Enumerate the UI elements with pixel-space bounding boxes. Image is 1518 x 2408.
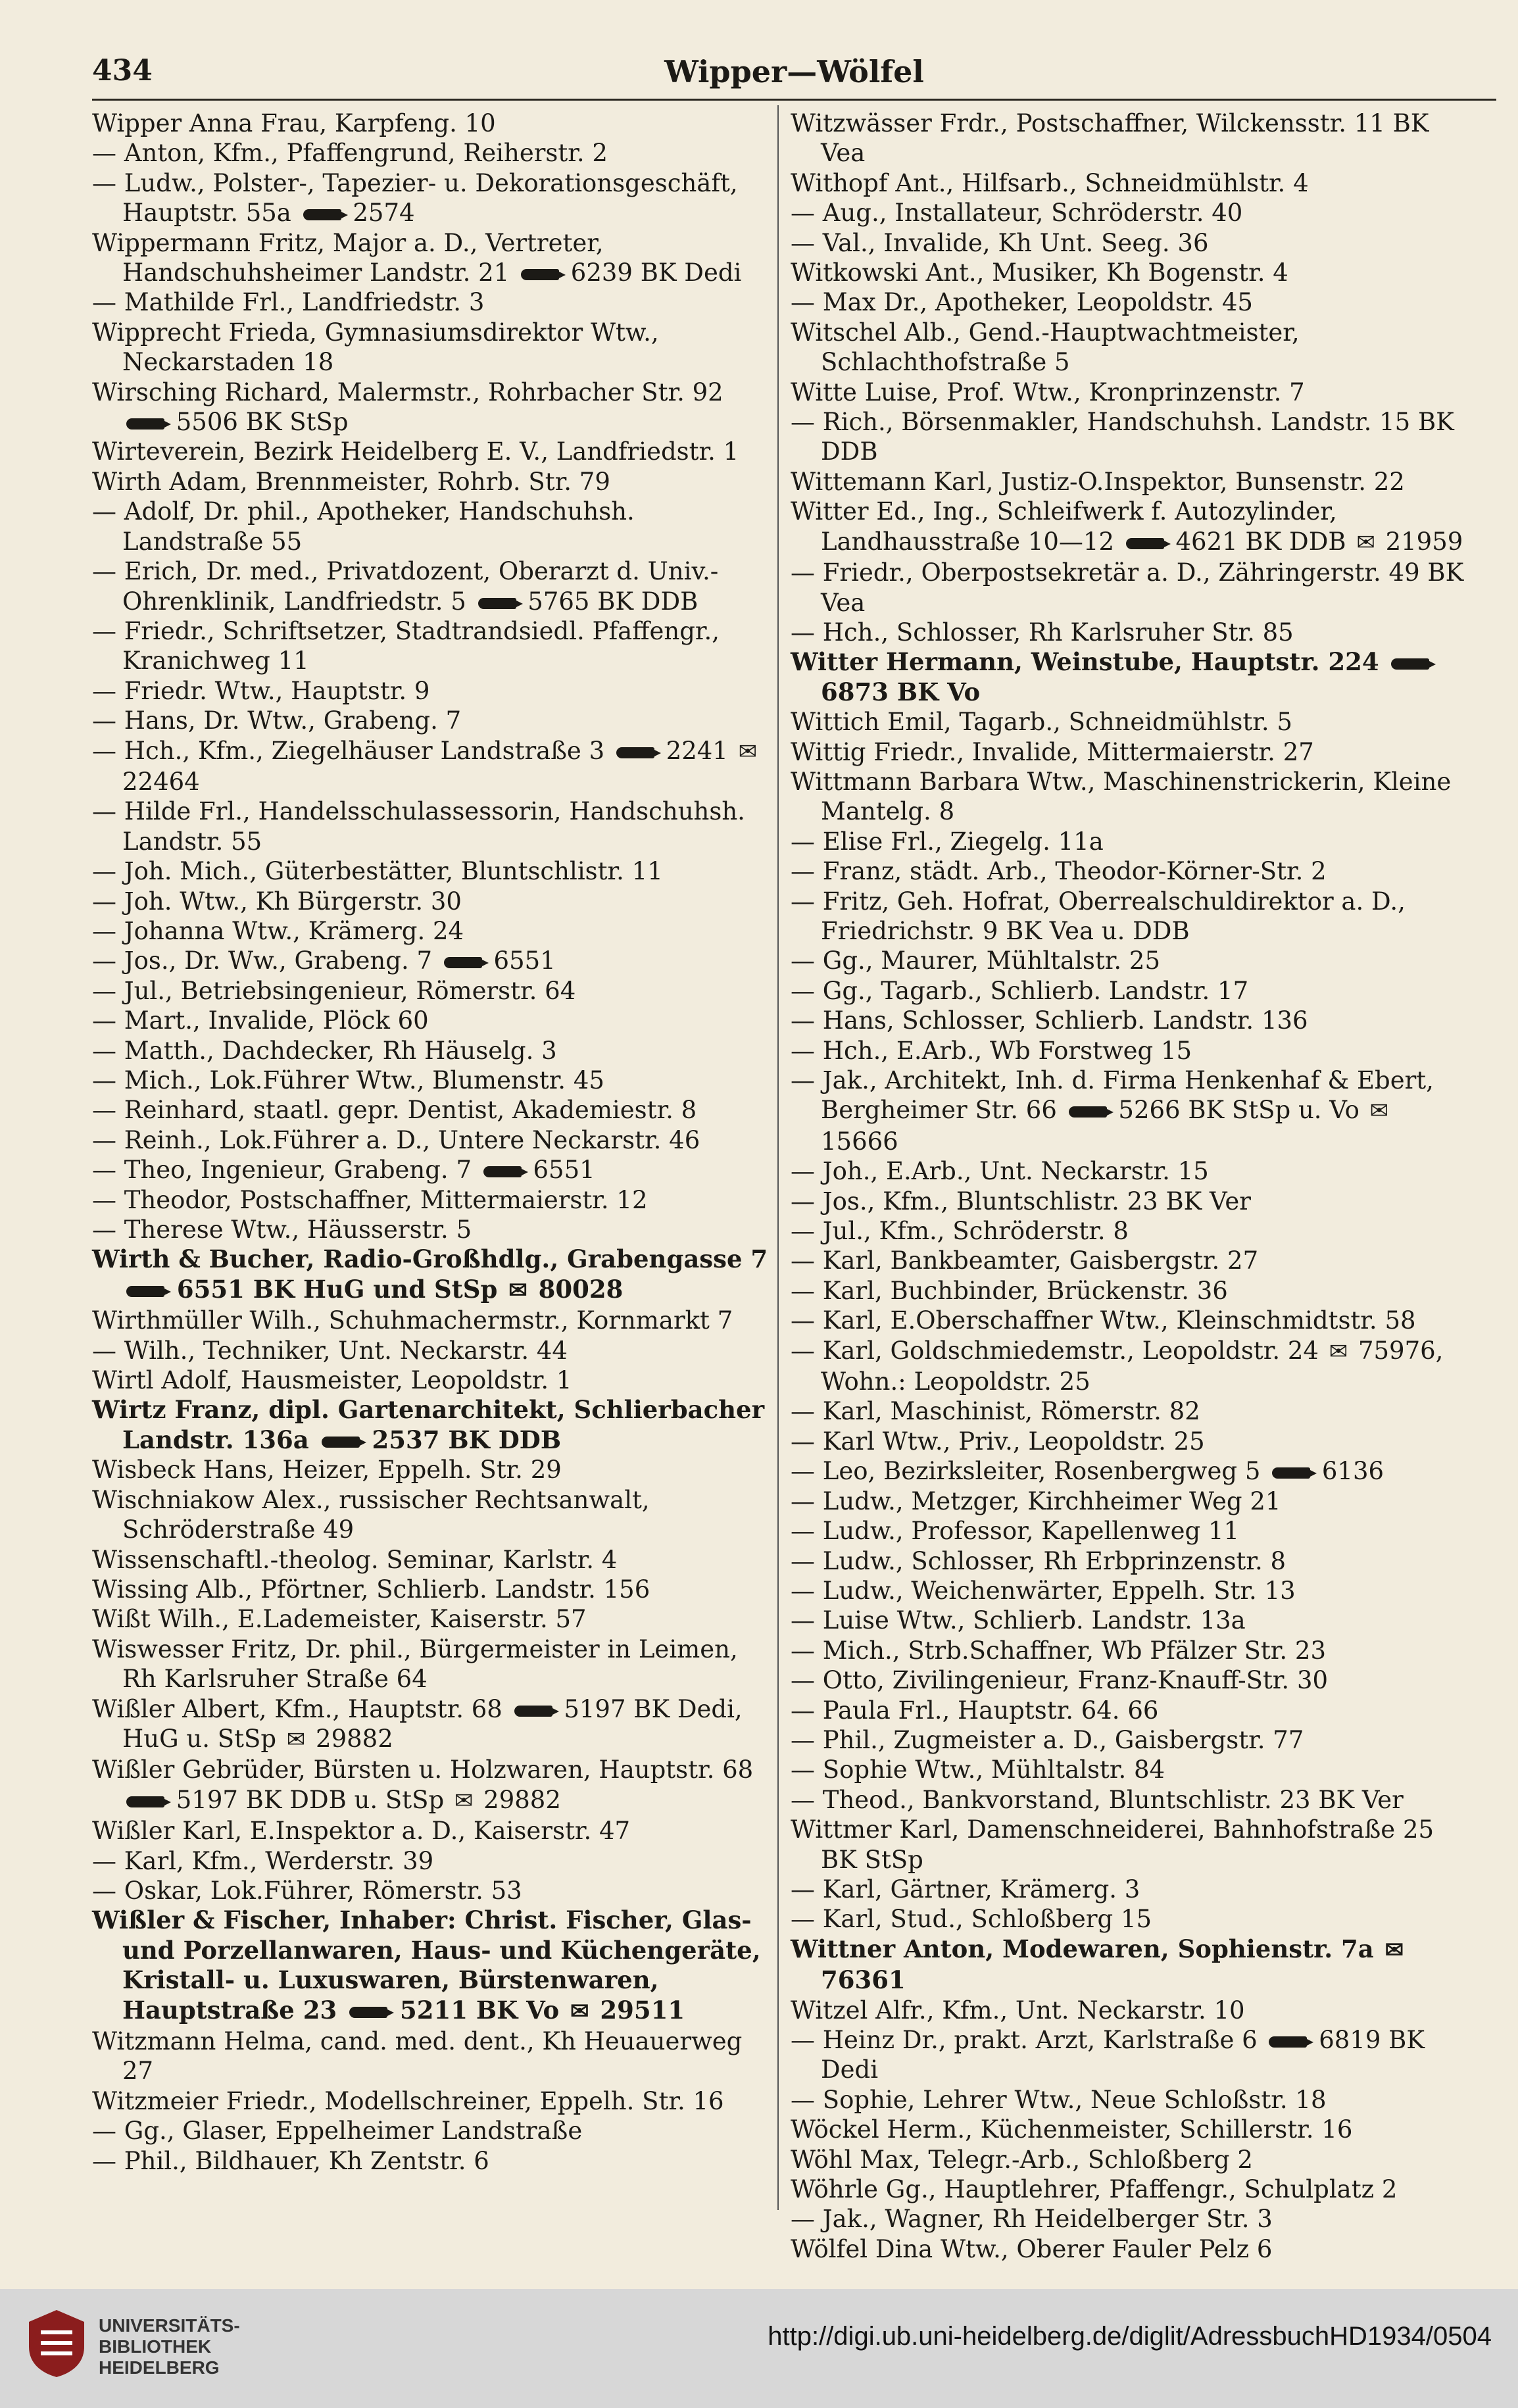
- directory-entry: Wöhl Max, Telegr.-Arb., Schloßberg 2: [791, 2145, 1253, 2174]
- directory-entry: Wittemann Karl, Justiz-O.Inspektor, Bunsenstr. 22: [791, 467, 1405, 496]
- telephone-icon: [1269, 2036, 1307, 2048]
- telephone-icon: [478, 598, 516, 609]
- directory-entry: — Matth., Dachdecker, Rh Häuselg. 3: [92, 1036, 557, 1065]
- directory-entry: Wirsching Richard, Malermstr., Rohrbacher Str. 92 5506 BK StSp: [92, 378, 723, 437]
- header-rule: [92, 99, 1496, 101]
- telephone-icon: [1272, 1467, 1310, 1479]
- source-url-link[interactable]: http://digi.ub.uni-heidelberg.de/diglit/AdressbuchHD1934/0504: [768, 2322, 1492, 2351]
- directory-entry: — Ludw., Professor, Kapellenweg 11: [791, 1517, 1240, 1546]
- telephone-icon: [126, 1796, 164, 1807]
- directory-entry: — Franz, städt. Arb., Theodor-Körner-Str. 2: [791, 857, 1327, 886]
- directory-entry: — Adolf, Dr. phil., Apotheker, Handschuhsh. Landstraße 55: [92, 497, 635, 556]
- directory-entry: — Mich., Lok.Führer Wtw., Blumenstr. 45: [92, 1066, 604, 1094]
- directory-entry: — Friedr. Wtw., Hauptstr. 9: [92, 676, 430, 705]
- directory-entry: — Erich, Dr. med., Privatdozent, Oberarzt d. Univ.-Ohrenklinik, Landfriedstr. 5 5765 BK DDB: [92, 557, 719, 616]
- directory-entry: — Karl, Maschinist, Römerstr. 82: [791, 1397, 1200, 1426]
- directory-entry: Witkowski Ant., Musiker, Kh Bogenstr. 4: [791, 258, 1288, 287]
- footer-bar: [0, 2289, 1518, 2408]
- directory-entry: — Otto, Zivilingenieur, Franz-Knauff-Str. 30: [791, 1666, 1329, 1695]
- directory-entry: — Karl, Bankbeamter, Gaisbergstr. 27: [791, 1246, 1259, 1275]
- directory-entry: Wirtz Franz, dipl. Gartenarchitekt, Schlierbacher Landstr. 136a 2537 BK DDB: [92, 1395, 765, 1454]
- telephone-icon: [1391, 658, 1429, 670]
- directory-entry: — Ludw., Weichenwärter, Eppelh. Str. 13: [791, 1576, 1296, 1605]
- postal-check-icon: ✉: [1329, 1338, 1348, 1365]
- directory-entry: Witzmeier Friedr., Modellschreiner, Eppelh. Str. 16: [92, 2086, 724, 2115]
- directory-entry: — Gg., Tagarb., Schlierb. Landstr. 17: [791, 976, 1249, 1005]
- directory-entry: Wisbeck Hans, Heizer, Eppelh. Str. 29: [92, 1456, 562, 1485]
- directory-entry: Wippermann Fritz, Major a. D., Vertreter, Handschuhsheimer Landstr. 21 6239 BK Dedi: [92, 228, 742, 287]
- postal-check-icon: ✉: [508, 1277, 527, 1304]
- directory-entry: Wißt Wilh., E.Lademeister, Kaiserstr. 57: [92, 1605, 587, 1634]
- directory-entry: Witter Hermann, Weinstube, Hauptstr. 224 6873 BK Vo: [791, 647, 1471, 707]
- directory-entry: Wöhrle Gg., Hauptlehrer, Pfaffengr., Schulplatz 2: [791, 2175, 1398, 2204]
- directory-entry: — Karl, Kfm., Werderstr. 39: [92, 1846, 434, 1875]
- telephone-icon: [616, 747, 654, 758]
- directory-entry: Witzel Alfr., Kfm., Unt. Neckarstr. 10: [791, 1996, 1245, 2025]
- directory-entry: — Val., Invalide, Kh Unt. Seeg. 36: [791, 228, 1209, 257]
- telephone-icon: [444, 957, 482, 968]
- postal-check-icon: ✉: [1369, 1098, 1389, 1125]
- directory-entry: — Phil., Bildhauer, Kh Zentstr. 6: [92, 2146, 489, 2175]
- directory-entry: — Max Dr., Apotheker, Leopoldstr. 45: [791, 288, 1253, 317]
- directory-entry: — Mart., Invalide, Plöck 60: [92, 1006, 429, 1035]
- directory-entry: — Leo, Bezirksleiter, Rosenbergweg 5 6136: [791, 1457, 1384, 1486]
- directory-entry: — Theodor, Postschaffner, Mittermaierstr. 12: [92, 1185, 648, 1214]
- directory-entry: Wipprecht Frieda, Gymnasiumsdirektor Wtw., Neckarstaden 18: [92, 318, 659, 377]
- running-title: Wipper—Wölfel: [664, 54, 924, 89]
- directory-entry: — Hch., Kfm., Ziegelhäuser Landstraße 3 2241 ✉ 22464: [92, 736, 758, 796]
- postal-check-icon: ✉: [570, 1998, 589, 2025]
- directory-entry: — Karl, E.Oberschaffner Wtw., Kleinschmidtstr. 58: [791, 1306, 1416, 1335]
- directory-entry: — Reinh., Lok.Führer a. D., Untere Neckarstr. 46: [92, 1125, 700, 1154]
- library-name-line: HEIDELBERG: [99, 2357, 220, 2378]
- directory-entry: — Luise Wtw., Schlierb. Landstr. 13a: [791, 1606, 1246, 1635]
- directory-entry: — Friedr., Oberpostsekretär a. D., Zähringerstr. 49 BK Vea: [791, 558, 1464, 617]
- directory-entry: Witzwässer Frdr., Postschaffner, Wilckensstr. 11 BK Vea: [791, 109, 1429, 168]
- directory-entry: — Karl, Goldschmiedemstr., Leopoldstr. 24 ✉ 75976, Wohn.: Leopoldstr. 25: [791, 1336, 1444, 1396]
- postal-check-icon: ✉: [286, 1726, 306, 1753]
- directory-entry: — Ludw., Polster-, Tapezier- u. Dekorationsgeschäft, Hauptstr. 55a 2574: [92, 168, 738, 228]
- library-name-line: BIBLIOTHEK: [99, 2336, 212, 2357]
- directory-entry: Wischniakow Alex., russischer Rechtsanwalt, Schröderstraße 49: [92, 1485, 650, 1544]
- directory-entry: — Therese Wtw., Häusserstr. 5: [92, 1216, 472, 1244]
- library-name: [99, 2315, 240, 2378]
- directory-entry: — Jak., Wagner, Rh Heidelberger Str. 3: [791, 2205, 1273, 2234]
- directory-entry: — Ludw., Schlosser, Rh Erbprinzenstr. 8: [791, 1546, 1286, 1575]
- directory-entry: Wittner Anton, Modewaren, Sophienstr. 7a ✉ 76361: [791, 1934, 1404, 1995]
- postal-check-icon: ✉: [454, 1787, 474, 1814]
- directory-entry: Wöckel Herm., Küchenmeister, Schillerstr. 16: [791, 2115, 1353, 2144]
- library-name-line: UNIVERSITÄTS-: [99, 2315, 240, 2336]
- directory-entry: — Heinz Dr., prakt. Arzt, Karlstraße 6 6819 BK Dedi: [791, 2026, 1425, 2084]
- postal-check-icon: ✉: [738, 738, 758, 765]
- directory-entry: — Joh. Wtw., Kh Bürgerstr. 30: [92, 887, 462, 916]
- directory-entry: Wirteverein, Bezirk Heidelberg E. V., Landfriedstr. 1: [92, 437, 739, 466]
- directory-entry: — Hans, Dr. Wtw., Grabeng. 7: [92, 706, 462, 735]
- directory-entry: — Jos., Kfm., Bluntschlistr. 23 BK Ver: [791, 1187, 1251, 1216]
- directory-entry: — Paula Frl., Hauptstr. 64. 66: [791, 1696, 1159, 1725]
- directory-entry: Witter Ed., Ing., Schleifwerk f. Autozylinder, Landhausstraße 10—12 4621 BK DDB ✉ 21959: [791, 497, 1463, 556]
- directory-entry: Witzmann Helma, cand. med. dent., Kh Heuauerweg 27: [92, 2027, 743, 2086]
- directory-entry: Wißler Karl, E.Inspektor a. D., Kaiserstr. 47: [92, 1817, 631, 1846]
- directory-entry: — Jul., Betriebsingenieur, Römerstr. 64: [92, 976, 576, 1005]
- directory-entry: — Rich., Börsenmakler, Handschuhsh. Landstr. 15 BK DDB: [791, 408, 1454, 466]
- postal-check-icon: ✉: [1384, 1936, 1404, 1963]
- telephone-icon: [349, 2007, 387, 2018]
- directory-entry: — Sophie Wtw., Mühltalstr. 84: [791, 1756, 1165, 1784]
- postal-check-icon: ✉: [1356, 529, 1375, 556]
- directory-entry: — Wilh., Techniker, Unt. Neckarstr. 44: [92, 1336, 568, 1365]
- telephone-icon: [1069, 1106, 1107, 1118]
- directory-entry: — Theo, Ingenieur, Grabeng. 7 6551: [92, 1156, 595, 1185]
- library-logo-icon: [25, 2307, 88, 2380]
- telephone-icon: [1126, 538, 1164, 549]
- directory-entry: — Mathilde Frl., Landfriedstr. 3: [92, 288, 485, 317]
- telephone-icon: [126, 1286, 164, 1297]
- directory-entry: Wissing Alb., Pförtner, Schlierb. Landstr. 156: [92, 1575, 650, 1604]
- directory-entry: Wiswesser Fritz, Dr. phil., Bürgermeister in Leimen, Rh Karlsruher Straße 64: [92, 1634, 738, 1694]
- directory-entry: — Hch., Schlosser, Rh Karlsruher Str. 85: [791, 618, 1294, 647]
- directory-entry: — Jos., Dr. Ww., Grabeng. 7 6551: [92, 946, 556, 975]
- directory-entry: Wißler & Fischer, Inhaber: Christ. Fischer, Glas- und Porzellanwaren, Haus- und Küchengeräte, Kristall- u. Luxuswaren, Bürstenwaren, Hauptstraße 23 5211 BK Vo ✉ 29511: [92, 1905, 761, 2025]
- directory-entry: — Karl Wtw., Priv., Leopoldstr. 25: [791, 1427, 1205, 1456]
- directory-entry: — Anton, Kfm., Pfaffengrund, Reiherstr. 2: [92, 139, 608, 168]
- telephone-icon: [322, 1437, 360, 1448]
- directory-entry: Wittich Emil, Tagarb., Schneidmühlstr. 5: [791, 708, 1292, 737]
- directory-entry: Wittmer Karl, Damenschneiderei, Bahnhofstraße 25 BK StSp: [791, 1815, 1434, 1874]
- telephone-icon: [483, 1166, 522, 1177]
- directory-entry: Wipper Anna Frau, Karpfeng. 10: [92, 109, 496, 137]
- directory-entry: — Johanna Wtw., Krämerg. 24: [92, 916, 464, 945]
- column-separator: [777, 105, 779, 2210]
- directory-entry: Witte Luise, Prof. Wtw., Kronprinzenstr. 7: [791, 378, 1305, 406]
- telephone-icon: [514, 1706, 552, 1717]
- telephone-icon: [126, 418, 164, 430]
- page-number: 434: [92, 54, 153, 87]
- directory-entry: Wölfel Dina Wtw., Oberer Fauler Pelz 6: [791, 2234, 1273, 2263]
- directory-entry: — Elise Frl., Ziegelg. 11a: [791, 827, 1104, 856]
- directory-entry: — Gg., Glaser, Eppelheimer Landstraße: [92, 2117, 583, 2146]
- directory-entry: — Jul., Kfm., Schröderstr. 8: [791, 1217, 1129, 1246]
- directory-entry: Wirtl Adolf, Hausmeister, Leopoldstr. 1: [92, 1366, 572, 1395]
- directory-entry: Wissenschaftl.-theolog. Seminar, Karlstr. 4: [92, 1545, 618, 1574]
- directory-entry: — Sophie, Lehrer Wtw., Neue Schloßstr. 18: [791, 2085, 1327, 2114]
- directory-entry: Wißler Gebrüder, Bürsten u. Holzwaren, Hauptstr. 68 5197 BK DDB u. StSp ✉ 29882: [92, 1756, 754, 1814]
- directory-entry: — Fritz, Geh. Hofrat, Oberrealschuldirektor a. D., Friedrichstr. 9 BK Vea u. DDB: [791, 887, 1406, 945]
- left-column: [92, 109, 773, 2176]
- directory-entry: — Mich., Strb.Schaffner, Wb Pfälzer Str. 23: [791, 1636, 1327, 1665]
- directory-entry: — Phil., Zugmeister a. D., Gaisbergstr. 77: [791, 1725, 1304, 1754]
- directory-entry: — Aug., Installateur, Schröderstr. 40: [791, 199, 1243, 228]
- directory-entry: Wittmann Barbara Wtw., Maschinenstrickerin, Kleine Mantelg. 8: [791, 767, 1452, 826]
- directory-entry: — Friedr., Schriftsetzer, Stadtrandsiedl. Pfaffengr., Kranichweg 11: [92, 616, 720, 676]
- directory-entry: — Hans, Schlosser, Schlierb. Landstr. 136: [791, 1006, 1308, 1035]
- directory-entry: — Gg., Maurer, Mühltalstr. 25: [791, 946, 1161, 975]
- directory-entry: — Oskar, Lok.Führer, Römerstr. 53: [92, 1876, 522, 1905]
- directory-entry: — Joh. Mich., Güterbestätter, Bluntschlistr. 11: [92, 857, 663, 886]
- page-header: [92, 54, 1496, 100]
- directory-entry: Wirth & Bucher, Radio-Großhdlg., Grabengasse 7 6551 BK HuG und StSp ✉ 80028: [92, 1244, 768, 1304]
- directory-entry: — Hilde Frl., Handelsschulassessorin, Handschuhsh. Landstr. 55: [92, 797, 745, 856]
- directory-entry: Wirthmüller Wilh., Schuhmachermstr., Kornmarkt 7: [92, 1306, 733, 1335]
- directory-entry: Wißler Albert, Kfm., Hauptstr. 68 5197 BK Dedi, HuG u. StSp ✉ 29882: [92, 1694, 743, 1753]
- directory-entry: — Jak., Architekt, Inh. d. Firma Henkenhaf & Ebert, Bergheimer Str. 66 5266 BK StSp u. Vo ✉ 15666: [791, 1066, 1434, 1156]
- directory-entry: — Reinhard, staatl. gepr. Dentist, Akademiestr. 8: [92, 1096, 697, 1125]
- directory-entry: — Karl, Stud., Schloßberg 15: [791, 1905, 1152, 1934]
- right-column: [791, 109, 1471, 2264]
- directory-entry: Withopf Ant., Hilfsarb., Schneidmühlstr. 4: [791, 168, 1309, 197]
- directory-entry: — Hch., E.Arb., Wb Forstweg 15: [791, 1036, 1192, 1065]
- directory-entry: — Ludw., Metzger, Kirchheimer Weg 21: [791, 1487, 1281, 1515]
- telephone-icon: [521, 269, 559, 280]
- directory-entry: — Theod., Bankvorstand, Bluntschlistr. 23 BK Ver: [791, 1785, 1404, 1814]
- directory-entry: — Karl, Gärtner, Krämerg. 3: [791, 1875, 1140, 1904]
- directory-entry: — Joh., E.Arb., Unt. Neckarstr. 15: [791, 1157, 1209, 1186]
- directory-entry: Witschel Alb., Gend.-Hauptwachtmeister, Schlachthofstraße 5: [791, 318, 1300, 377]
- directory-entry: Wittig Friedr., Invalide, Mittermaierstr. 27: [791, 737, 1314, 766]
- directory-entry: — Karl, Buchbinder, Brückenstr. 36: [791, 1276, 1228, 1305]
- telephone-icon: [303, 209, 341, 220]
- directory-entry: Wirth Adam, Brennmeister, Rohrb. Str. 79: [92, 467, 610, 496]
